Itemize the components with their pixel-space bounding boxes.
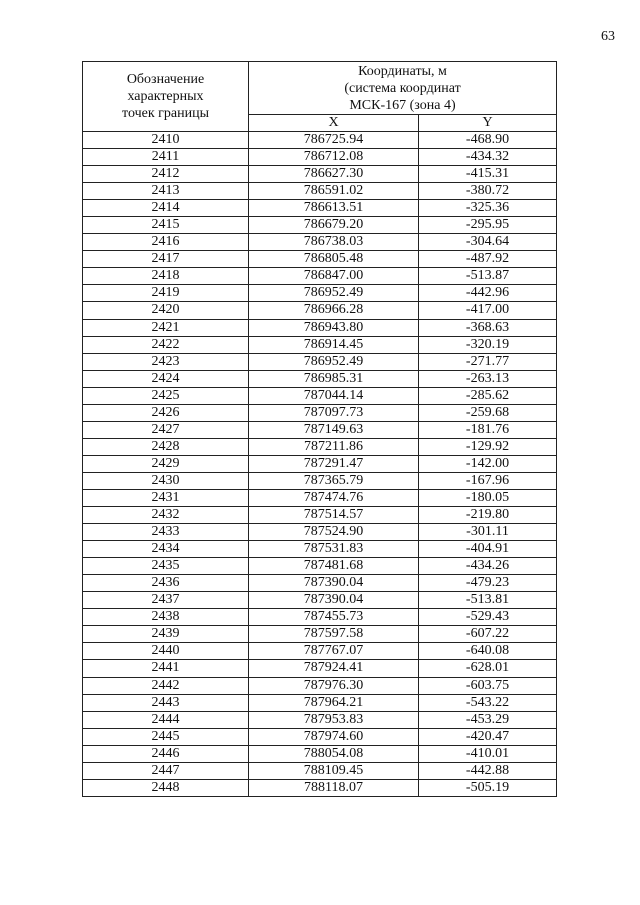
table-row — [83, 575, 557, 592]
x-coordinate-cell: 786627.30 — [249, 166, 419, 183]
y-coordinate-cell: -180.05 — [419, 489, 557, 506]
x-coordinate-cell: 787044.14 — [249, 387, 419, 404]
table-row — [83, 455, 557, 472]
table-row — [83, 183, 557, 200]
point-id-cell: 2429 — [83, 455, 249, 472]
table-row — [83, 438, 557, 455]
x-coordinate-cell: 787390.04 — [249, 592, 419, 609]
table-row — [83, 592, 557, 609]
coordinates-header-line: МСК-167 (зона 4) — [349, 97, 456, 113]
x-coordinate-cell: 787974.60 — [249, 728, 419, 745]
table-row — [83, 677, 557, 694]
point-id-cell: 2428 — [83, 438, 249, 455]
point-id-cell: 2432 — [83, 507, 249, 524]
point-id-cell: 2417 — [83, 251, 249, 268]
coordinates-header-line: Координаты, м — [358, 63, 447, 79]
point-id-cell: 2434 — [83, 541, 249, 558]
y-coordinate-cell: -380.72 — [419, 183, 557, 200]
point-id-cell: 2422 — [83, 336, 249, 353]
table-header — [83, 62, 557, 132]
table-row — [83, 711, 557, 728]
x-coordinate-cell: 786943.80 — [249, 319, 419, 336]
designation-header-line: характерных — [127, 89, 204, 104]
point-id-cell: 2433 — [83, 524, 249, 541]
table-row — [83, 166, 557, 183]
x-coordinate-cell: 786712.08 — [249, 149, 419, 166]
table-row — [83, 558, 557, 575]
table-row — [83, 507, 557, 524]
table-row — [83, 200, 557, 217]
table-row — [83, 336, 557, 353]
y-coordinate-cell: -295.95 — [419, 217, 557, 234]
x-coordinate-cell: 786985.31 — [249, 370, 419, 387]
x-coordinate-cell: 786738.03 — [249, 234, 419, 251]
point-id-cell: 2441 — [83, 660, 249, 677]
y-header: Y — [419, 115, 557, 132]
y-coordinate-cell: -434.32 — [419, 149, 557, 166]
table-row — [83, 268, 557, 285]
point-id-cell: 2430 — [83, 472, 249, 489]
y-coordinate-cell: -129.92 — [419, 438, 557, 455]
y-coordinate-cell: -513.87 — [419, 268, 557, 285]
y-coordinate-cell: -325.36 — [419, 200, 557, 217]
page-number: 63 — [601, 29, 615, 44]
y-coordinate-cell: -404.91 — [419, 541, 557, 558]
table-row — [83, 387, 557, 404]
point-id-cell: 2427 — [83, 421, 249, 438]
x-coordinate-cell: 787514.57 — [249, 507, 419, 524]
point-id-cell: 2446 — [83, 745, 249, 762]
y-coordinate-cell: -513.81 — [419, 592, 557, 609]
x-coordinate-cell: 787455.73 — [249, 609, 419, 626]
point-id-cell: 2420 — [83, 302, 249, 319]
y-coordinate-cell: -167.96 — [419, 472, 557, 489]
y-coordinate-cell: -320.19 — [419, 336, 557, 353]
designation-header — [83, 62, 249, 132]
y-coordinate-cell: -420.47 — [419, 728, 557, 745]
y-coordinate-cell: -417.00 — [419, 302, 557, 319]
y-coordinate-cell: -219.80 — [419, 507, 557, 524]
table-row — [83, 626, 557, 643]
point-id-cell: 2445 — [83, 728, 249, 745]
coordinates-header — [249, 62, 557, 115]
x-coordinate-cell: 787390.04 — [249, 575, 419, 592]
point-id-cell: 2424 — [83, 370, 249, 387]
y-coordinate-cell: -368.63 — [419, 319, 557, 336]
point-id-cell: 2435 — [83, 558, 249, 575]
x-coordinate-cell: 786952.49 — [249, 285, 419, 302]
y-coordinate-cell: -259.68 — [419, 404, 557, 421]
x-coordinate-cell: 786613.51 — [249, 200, 419, 217]
y-coordinate-cell: -505.19 — [419, 779, 557, 796]
y-coordinate-cell: -415.31 — [419, 166, 557, 183]
table-row — [83, 643, 557, 660]
y-coordinate-cell: -603.75 — [419, 677, 557, 694]
y-coordinate-cell: -410.01 — [419, 745, 557, 762]
point-id-cell: 2448 — [83, 779, 249, 796]
y-coordinate-cell: -487.92 — [419, 251, 557, 268]
table-row — [83, 251, 557, 268]
x-coordinate-cell: 786966.28 — [249, 302, 419, 319]
table-row — [83, 319, 557, 336]
x-coordinate-cell: 788118.07 — [249, 779, 419, 796]
point-id-cell: 2416 — [83, 234, 249, 251]
y-coordinate-cell: -434.26 — [419, 558, 557, 575]
x-coordinate-cell: 788109.45 — [249, 762, 419, 779]
y-coordinate-cell: -640.08 — [419, 643, 557, 660]
coordinates-table — [82, 61, 557, 797]
point-id-cell: 2439 — [83, 626, 249, 643]
table-row — [83, 728, 557, 745]
x-coordinate-cell: 787767.07 — [249, 643, 419, 660]
table-row — [83, 132, 557, 149]
y-coordinate-cell: -285.62 — [419, 387, 557, 404]
x-coordinate-cell: 787474.76 — [249, 489, 419, 506]
x-coordinate-cell: 787211.86 — [249, 438, 419, 455]
table-row — [83, 779, 557, 796]
table-row — [83, 745, 557, 762]
table-row — [83, 285, 557, 302]
x-coordinate-cell: 787365.79 — [249, 472, 419, 489]
point-id-cell: 2437 — [83, 592, 249, 609]
point-id-cell: 2442 — [83, 677, 249, 694]
y-coordinate-cell: -468.90 — [419, 132, 557, 149]
y-coordinate-cell: -142.00 — [419, 455, 557, 472]
table-row — [83, 302, 557, 319]
point-id-cell: 2414 — [83, 200, 249, 217]
y-coordinate-cell: -271.77 — [419, 353, 557, 370]
y-coordinate-cell: -607.22 — [419, 626, 557, 643]
table-row — [83, 609, 557, 626]
designation-header-line: точек границы — [122, 106, 209, 121]
x-coordinate-cell: 787953.83 — [249, 711, 419, 728]
x-coordinate-cell: 787976.30 — [249, 677, 419, 694]
point-id-cell: 2423 — [83, 353, 249, 370]
y-coordinate-cell: -442.88 — [419, 762, 557, 779]
x-coordinate-cell: 787481.68 — [249, 558, 419, 575]
x-coordinate-cell: 786847.00 — [249, 268, 419, 285]
x-coordinate-cell: 787964.21 — [249, 694, 419, 711]
x-coordinate-cell: 787291.47 — [249, 455, 419, 472]
x-coordinate-cell: 786952.49 — [249, 353, 419, 370]
x-header: X — [249, 115, 419, 132]
x-coordinate-cell: 786805.48 — [249, 251, 419, 268]
x-coordinate-cell: 786914.45 — [249, 336, 419, 353]
table-row — [83, 489, 557, 506]
designation-header-line: Обозначение — [126, 72, 205, 87]
point-id-cell: 2412 — [83, 166, 249, 183]
x-coordinate-cell: 786679.20 — [249, 217, 419, 234]
point-id-cell: 2413 — [83, 183, 249, 200]
table-row — [83, 541, 557, 558]
y-coordinate-cell: -301.11 — [419, 524, 557, 541]
table-row — [83, 762, 557, 779]
y-coordinate-cell: -628.01 — [419, 660, 557, 677]
point-id-cell: 2410 — [83, 132, 249, 149]
y-coordinate-cell: -304.64 — [419, 234, 557, 251]
point-id-cell: 2431 — [83, 489, 249, 506]
point-id-cell: 2426 — [83, 404, 249, 421]
table-row — [83, 370, 557, 387]
x-coordinate-cell: 787149.63 — [249, 421, 419, 438]
x-coordinate-cell: 787531.83 — [249, 541, 419, 558]
point-id-cell: 2447 — [83, 762, 249, 779]
table-row — [83, 404, 557, 421]
table-row — [83, 234, 557, 251]
x-coordinate-cell: 787524.90 — [249, 524, 419, 541]
point-id-cell: 2443 — [83, 694, 249, 711]
point-id-cell: 2419 — [83, 285, 249, 302]
point-id-cell: 2425 — [83, 387, 249, 404]
table-row — [83, 421, 557, 438]
table-body — [83, 132, 557, 797]
point-id-cell: 2444 — [83, 711, 249, 728]
table-row — [83, 217, 557, 234]
x-coordinate-cell: 787097.73 — [249, 404, 419, 421]
x-coordinate-cell: 787924.41 — [249, 660, 419, 677]
y-coordinate-cell: -543.22 — [419, 694, 557, 711]
table-row — [83, 660, 557, 677]
y-coordinate-cell: -263.13 — [419, 370, 557, 387]
point-id-cell: 2411 — [83, 149, 249, 166]
y-coordinate-cell: -181.76 — [419, 421, 557, 438]
y-coordinate-cell: -479.23 — [419, 575, 557, 592]
x-coordinate-cell: 788054.08 — [249, 745, 419, 762]
table-row — [83, 472, 557, 489]
point-id-cell: 2418 — [83, 268, 249, 285]
table-row — [83, 694, 557, 711]
coordinates-header-line: (система координат — [344, 80, 461, 96]
table-row — [83, 149, 557, 166]
table-row — [83, 353, 557, 370]
point-id-cell: 2438 — [83, 609, 249, 626]
point-id-cell: 2421 — [83, 319, 249, 336]
table-row — [83, 524, 557, 541]
x-coordinate-cell: 786591.02 — [249, 183, 419, 200]
y-coordinate-cell: -529.43 — [419, 609, 557, 626]
point-id-cell: 2436 — [83, 575, 249, 592]
y-coordinate-cell: -453.29 — [419, 711, 557, 728]
point-id-cell: 2440 — [83, 643, 249, 660]
y-coordinate-cell: -442.96 — [419, 285, 557, 302]
x-coordinate-cell: 786725.94 — [249, 132, 419, 149]
x-coordinate-cell: 787597.58 — [249, 626, 419, 643]
point-id-cell: 2415 — [83, 217, 249, 234]
